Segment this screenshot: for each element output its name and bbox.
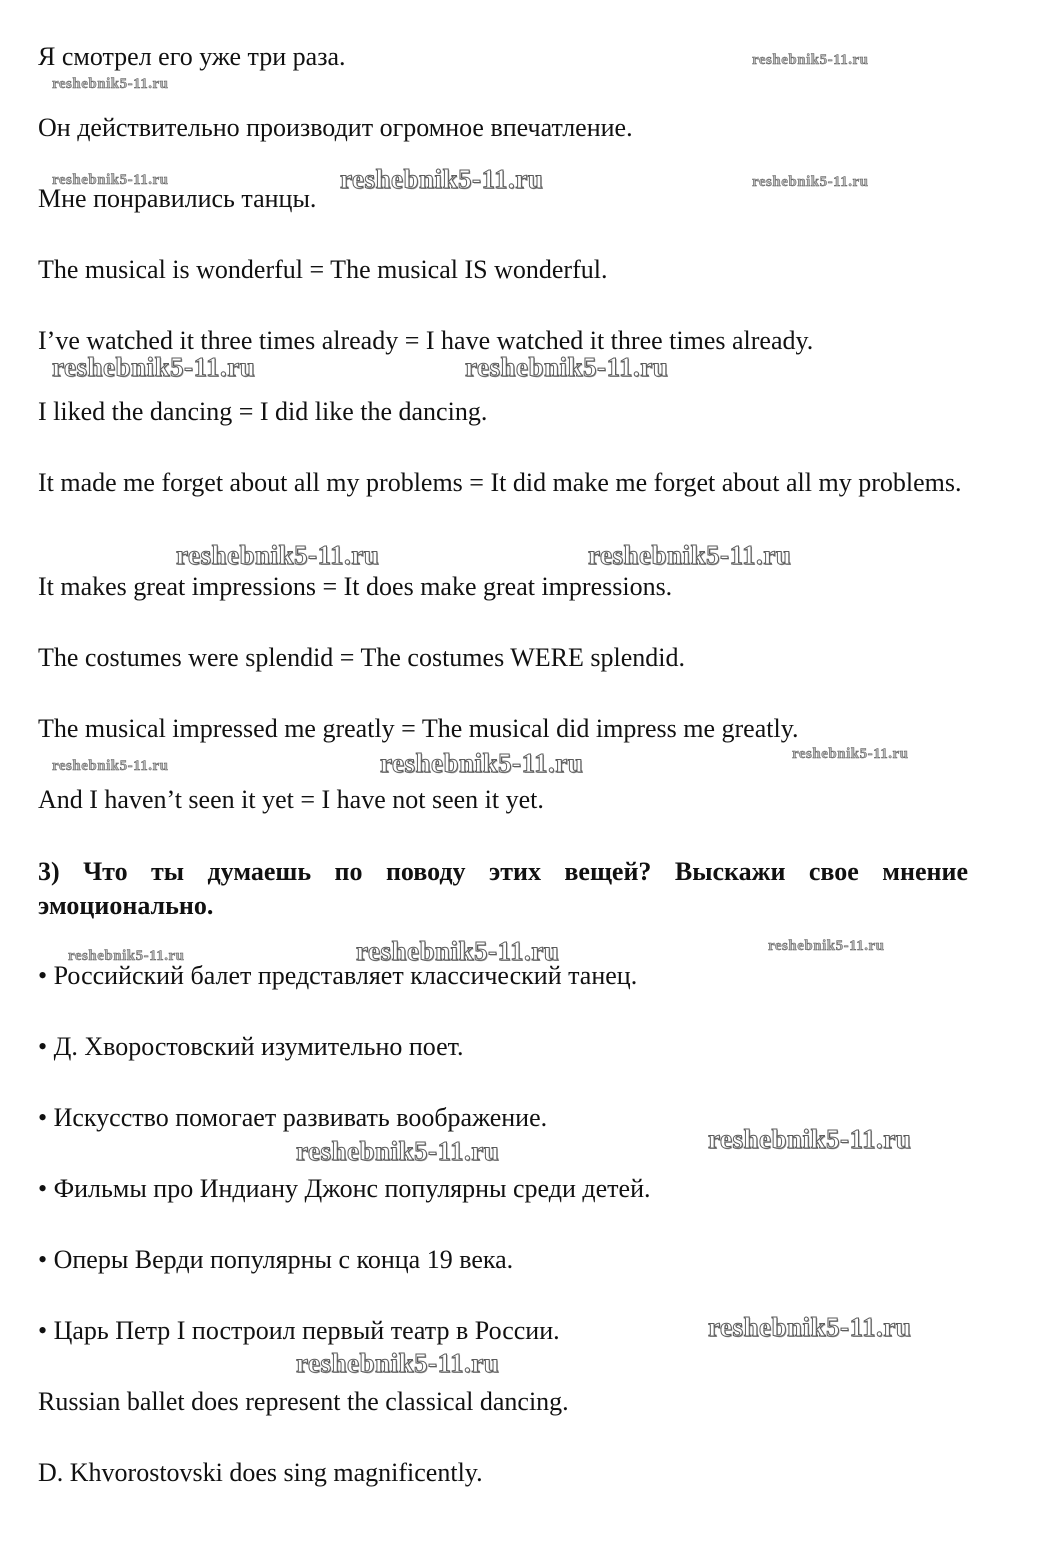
text-line-en-2: I’ve watched it three times already = I have watched it three times already. xyxy=(38,326,814,355)
text-line-ru-1: Я смотрел его уже три раза. xyxy=(38,42,346,71)
watermark: reshebnik5-11.ru xyxy=(52,172,169,188)
bullet-item-5: • Оперы Верди популярны с конца 19 века. xyxy=(38,1245,514,1274)
answer-line-1: Russian ballet does represent the classical dancing. xyxy=(38,1387,569,1416)
watermark: reshebnik5-11.ru xyxy=(380,748,584,778)
watermark: reshebnik5-11.ru xyxy=(752,174,869,190)
text-line-en-6: The costumes were splendid = The costumes WERE splendid. xyxy=(38,643,685,672)
bullet-item-6: • Царь Петр I построил первый театр в России. xyxy=(38,1316,560,1345)
text-line-en-8: And I haven’t seen it yet = I have not seen it yet. xyxy=(38,785,544,814)
bullet-item-1: • Российский балет представляет классический танец. xyxy=(38,961,638,990)
bullet-item-4: • Фильмы про Индиану Джонс популярны среди детей. xyxy=(38,1174,651,1203)
answer-line-2: D. Khvorostovski does sing magnificently. xyxy=(38,1458,483,1487)
watermark: reshebnik5-11.ru xyxy=(68,948,185,964)
watermark: reshebnik5-11.ru xyxy=(465,352,669,382)
section-heading-line-2: эмоционально. xyxy=(38,891,214,920)
text-line-en-1: The musical is wonderful = The musical IS wonderful. xyxy=(38,255,608,284)
watermark: reshebnik5-11.ru xyxy=(588,540,792,570)
text-line-en-7: The musical impressed me greatly = The musical did impress me greatly. xyxy=(38,714,799,743)
watermark: reshebnik5-11.ru xyxy=(708,1124,912,1154)
watermark: reshebnik5-11.ru xyxy=(52,352,256,382)
text-line-en-5: It makes great impressions = It does make great impressions. xyxy=(38,572,673,601)
watermark: reshebnik5-11.ru xyxy=(768,938,885,954)
watermark: reshebnik5-11.ru xyxy=(792,746,909,762)
text-line-en-4: It made me forget about all my problems = It did make me forget about all my problems. xyxy=(38,468,962,497)
watermark: reshebnik5-11.ru xyxy=(52,76,169,92)
watermark: reshebnik5-11.ru xyxy=(752,52,869,68)
watermark: reshebnik5-11.ru xyxy=(356,936,560,966)
section-heading xyxy=(38,855,968,923)
watermark: reshebnik5-11.ru xyxy=(340,164,544,194)
watermark: reshebnik5-11.ru xyxy=(52,758,169,774)
bullet-item-3: • Искусство помогает развивать воображение. xyxy=(38,1103,548,1132)
text-line-en-3: I liked the dancing = I did like the dancing. xyxy=(38,397,488,426)
text-line-ru-2: Он действительно производит огромное впечатление. xyxy=(38,113,633,142)
text-line-ru-3: Мне понравились танцы. xyxy=(38,184,317,213)
watermark: reshebnik5-11.ru xyxy=(296,1136,500,1166)
watermark: reshebnik5-11.ru xyxy=(176,540,380,570)
section-heading-line-1: 3) Что ты думаешь по поводу этих вещей? Выскажи свое мнение xyxy=(38,857,968,886)
bullet-item-2: • Д. Хворостовский изумительно поет. xyxy=(38,1032,464,1061)
watermark: reshebnik5-11.ru xyxy=(708,1312,912,1342)
watermark: reshebnik5-11.ru xyxy=(296,1348,500,1378)
